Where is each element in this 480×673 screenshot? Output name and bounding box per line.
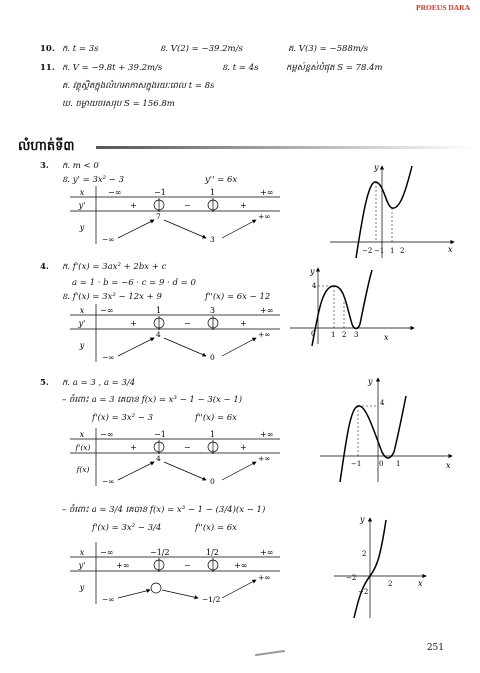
t3-yp-sign: + bbox=[130, 201, 137, 210]
problem-11-answer-a: ក. V = −9.8t + 39.2m/s bbox=[62, 63, 163, 73]
t5b-x-val: −1/2 bbox=[150, 548, 170, 557]
g5b-tick: −2 bbox=[346, 574, 357, 582]
problem-4-number: 4. bbox=[40, 262, 49, 272]
t5a-y-label: f(x) bbox=[76, 465, 90, 474]
t5b-value-mark bbox=[151, 583, 161, 593]
g4-x-label: x bbox=[384, 333, 389, 342]
t5a-x-val: −∞ bbox=[100, 430, 114, 439]
g5a-curve bbox=[340, 396, 406, 482]
t5a-y-val: 4 bbox=[156, 454, 161, 463]
g4-tick: 3 bbox=[354, 331, 359, 339]
t5b-x-val: +∞ bbox=[260, 548, 274, 557]
g4-tick: 1 bbox=[331, 331, 336, 339]
problem-4-answer-b: ខ. f'(x) = 3x² − 12x + 9 bbox=[62, 292, 162, 302]
t4-y-val: 4 bbox=[156, 330, 161, 339]
t5b-y-val: −1/2 bbox=[202, 595, 221, 604]
g3-tick: −1 bbox=[374, 247, 385, 255]
t3-yp-label: y' bbox=[78, 201, 86, 210]
section-title: លំហាត់ទី៣ bbox=[18, 139, 75, 154]
t5b-x-val: 1/2 bbox=[206, 548, 219, 557]
variation-table-3 bbox=[70, 186, 280, 246]
t5b-yp-sign: − bbox=[184, 561, 191, 570]
g5b-tick: 2 bbox=[388, 580, 393, 588]
t4-y-label: y bbox=[79, 341, 85, 350]
t4-x-label: x bbox=[79, 306, 85, 315]
graph-4 bbox=[288, 264, 418, 348]
t5a-y-val: −∞ bbox=[102, 477, 115, 486]
t5a-yp-sign: − bbox=[184, 443, 191, 452]
g3-tick: 2 bbox=[400, 247, 405, 255]
t3-y-val: 3 bbox=[210, 235, 215, 244]
problem-5-answer-a: ក. a = 3 , a = 3/4 bbox=[62, 378, 136, 388]
t3-x-label: x bbox=[79, 188, 85, 197]
t5a-x-val: −1 bbox=[154, 430, 166, 439]
t5a-yp-sign: + bbox=[240, 443, 247, 452]
problem-3-answer-a: ក. m < 0 bbox=[62, 161, 99, 171]
t3-x-val: −1 bbox=[154, 188, 166, 197]
variation-table-5b bbox=[70, 542, 280, 606]
g5a-tick: 0 bbox=[379, 460, 384, 468]
t5b-yp-sign: +∞ bbox=[234, 561, 248, 570]
t3-y-val: 7 bbox=[156, 212, 161, 221]
g5a-tick: 1 bbox=[396, 460, 401, 468]
t3-yp-sign: − bbox=[184, 201, 191, 210]
g5a-x-label: x bbox=[446, 461, 451, 470]
g5b-tick: −2 bbox=[358, 588, 369, 596]
g4-y-label: y bbox=[310, 267, 315, 276]
problem-5-case2: – ចំពោះ a = 3/4 គេបាន f(x) = x³ − 1 − (3/4)(x − 1) bbox=[62, 505, 266, 515]
g5a-tick: −1 bbox=[351, 460, 362, 468]
problem-10-answer-c: គ. V(3) = −588m/s bbox=[288, 44, 369, 54]
t5a-yp-label: f'(x) bbox=[75, 443, 91, 452]
g4-tick: 2 bbox=[342, 331, 347, 339]
t3-yp-sign: + bbox=[240, 201, 247, 210]
t4-yp-sign: + bbox=[240, 319, 247, 328]
t5a-x-val: +∞ bbox=[260, 430, 274, 439]
g5b-tick: 2 bbox=[362, 550, 367, 558]
graph-5a bbox=[318, 372, 458, 484]
t3-x-val: 1 bbox=[210, 188, 216, 197]
problem-5-case2-deriv2: f''(x) = 6x bbox=[195, 523, 237, 533]
problem-11-answer-c: គ. វត្ថុស្ថិតក្នុងលំហអាកាសក្នុងរយៈពេល t = 8s bbox=[62, 81, 215, 91]
page-mark bbox=[255, 650, 285, 656]
problem-10-answer-b: ខ. V(2) = −39.2m/s bbox=[160, 44, 243, 54]
g4-tick: 4 bbox=[312, 282, 317, 290]
variation-table-5a bbox=[70, 428, 280, 488]
g5a-tick: 4 bbox=[380, 399, 385, 407]
t4-x-val: 1 bbox=[156, 306, 162, 315]
t4-x-val: −∞ bbox=[100, 306, 114, 315]
problem-10-answer-a: ក. t = 3s bbox=[62, 44, 99, 54]
g3-x-label: x bbox=[448, 245, 453, 254]
problem-5-case2-deriv: f'(x) = 3x² − 3/4 bbox=[92, 523, 162, 533]
g3-y-label: y bbox=[374, 163, 379, 172]
t5a-yp-sign: + bbox=[130, 443, 137, 452]
t3-y-label: y bbox=[79, 223, 85, 232]
problem-4-answer-a: ក. f'(x) = 3ax² + 2bx + c bbox=[62, 262, 167, 272]
t5a-x-val: 1 bbox=[210, 430, 216, 439]
t5b-y-val: −∞ bbox=[102, 595, 115, 604]
problem-11-answer-b2: កម្ពស់ខ្ពស់បំផុត S = 78.4m bbox=[286, 63, 383, 73]
g3-tick: 1 bbox=[390, 247, 395, 255]
g3-curve bbox=[356, 166, 412, 258]
t4-yp-sign: − bbox=[184, 319, 191, 328]
problem-4-answer-b2: f''(x) = 6x − 12 bbox=[205, 292, 271, 302]
t3-y-val: +∞ bbox=[258, 212, 271, 221]
problem-10-number: 10. bbox=[40, 44, 55, 54]
g4-tick: 0 bbox=[311, 330, 316, 338]
t5a-y-val: +∞ bbox=[258, 454, 271, 463]
t3-x-val: +∞ bbox=[260, 188, 274, 197]
header-brand: PROEUS DARA bbox=[416, 3, 470, 12]
t5b-y-val: +∞ bbox=[258, 573, 271, 582]
problem-11-number: 11. bbox=[40, 63, 55, 73]
t3-y-val: −∞ bbox=[102, 235, 115, 244]
t5b-yp-sign: +∞ bbox=[116, 561, 130, 570]
t4-y-val: −∞ bbox=[102, 353, 115, 362]
g5b-y-label: y bbox=[360, 515, 365, 524]
t4-yp-sign: + bbox=[130, 319, 137, 328]
problem-3-answer-b: ខ. y' = 3x² − 3 bbox=[62, 175, 125, 185]
t4-y-val: 0 bbox=[210, 353, 215, 362]
problem-3-number: 3. bbox=[40, 161, 49, 171]
t4-x-val: 3 bbox=[210, 306, 216, 315]
graph-5b bbox=[330, 510, 430, 622]
t4-x-val: +∞ bbox=[260, 306, 274, 315]
page-number: 251 bbox=[426, 643, 444, 653]
g5a-y-label: y bbox=[368, 377, 373, 386]
graph-3 bbox=[330, 160, 460, 260]
problem-5-case1-deriv: f'(x) = 3x² − 3 bbox=[92, 413, 153, 423]
problem-3-answer-b2: y'' = 6x bbox=[205, 175, 238, 185]
problem-5-case1-deriv2: f''(x) = 6x bbox=[195, 413, 237, 423]
t5b-x-val: −∞ bbox=[100, 548, 114, 557]
t5a-y-val: 0 bbox=[210, 477, 215, 486]
t4-y-val: +∞ bbox=[258, 330, 271, 339]
section-divider bbox=[96, 146, 476, 149]
problem-5-number: 5. bbox=[40, 378, 49, 388]
t5b-y-label: y bbox=[79, 583, 85, 592]
t3-x-val: −∞ bbox=[108, 188, 122, 197]
problem-11-answer-d: ឃ. ចម្ងាយចរសរុប S = 156.8m bbox=[62, 99, 175, 109]
problem-4-values: a = 1 · b = −6 · c = 9 · d = 0 bbox=[72, 278, 196, 288]
problem-11-answer-b: ខ. t = 4s bbox=[222, 63, 259, 73]
problem-5-case1: – ចំពោះ a = 3 គេបាន f(x) = x³ − 1 − 3(x − 1) bbox=[62, 395, 243, 405]
g5b-x-label: x bbox=[418, 579, 423, 588]
t5b-x-label: x bbox=[79, 548, 85, 557]
g3-tick: −2 bbox=[362, 247, 373, 255]
t4-yp-label: y' bbox=[78, 319, 86, 328]
t5a-x-label: x bbox=[79, 430, 85, 439]
t5b-yp-label: y' bbox=[78, 561, 86, 570]
variation-table-4 bbox=[70, 304, 280, 364]
